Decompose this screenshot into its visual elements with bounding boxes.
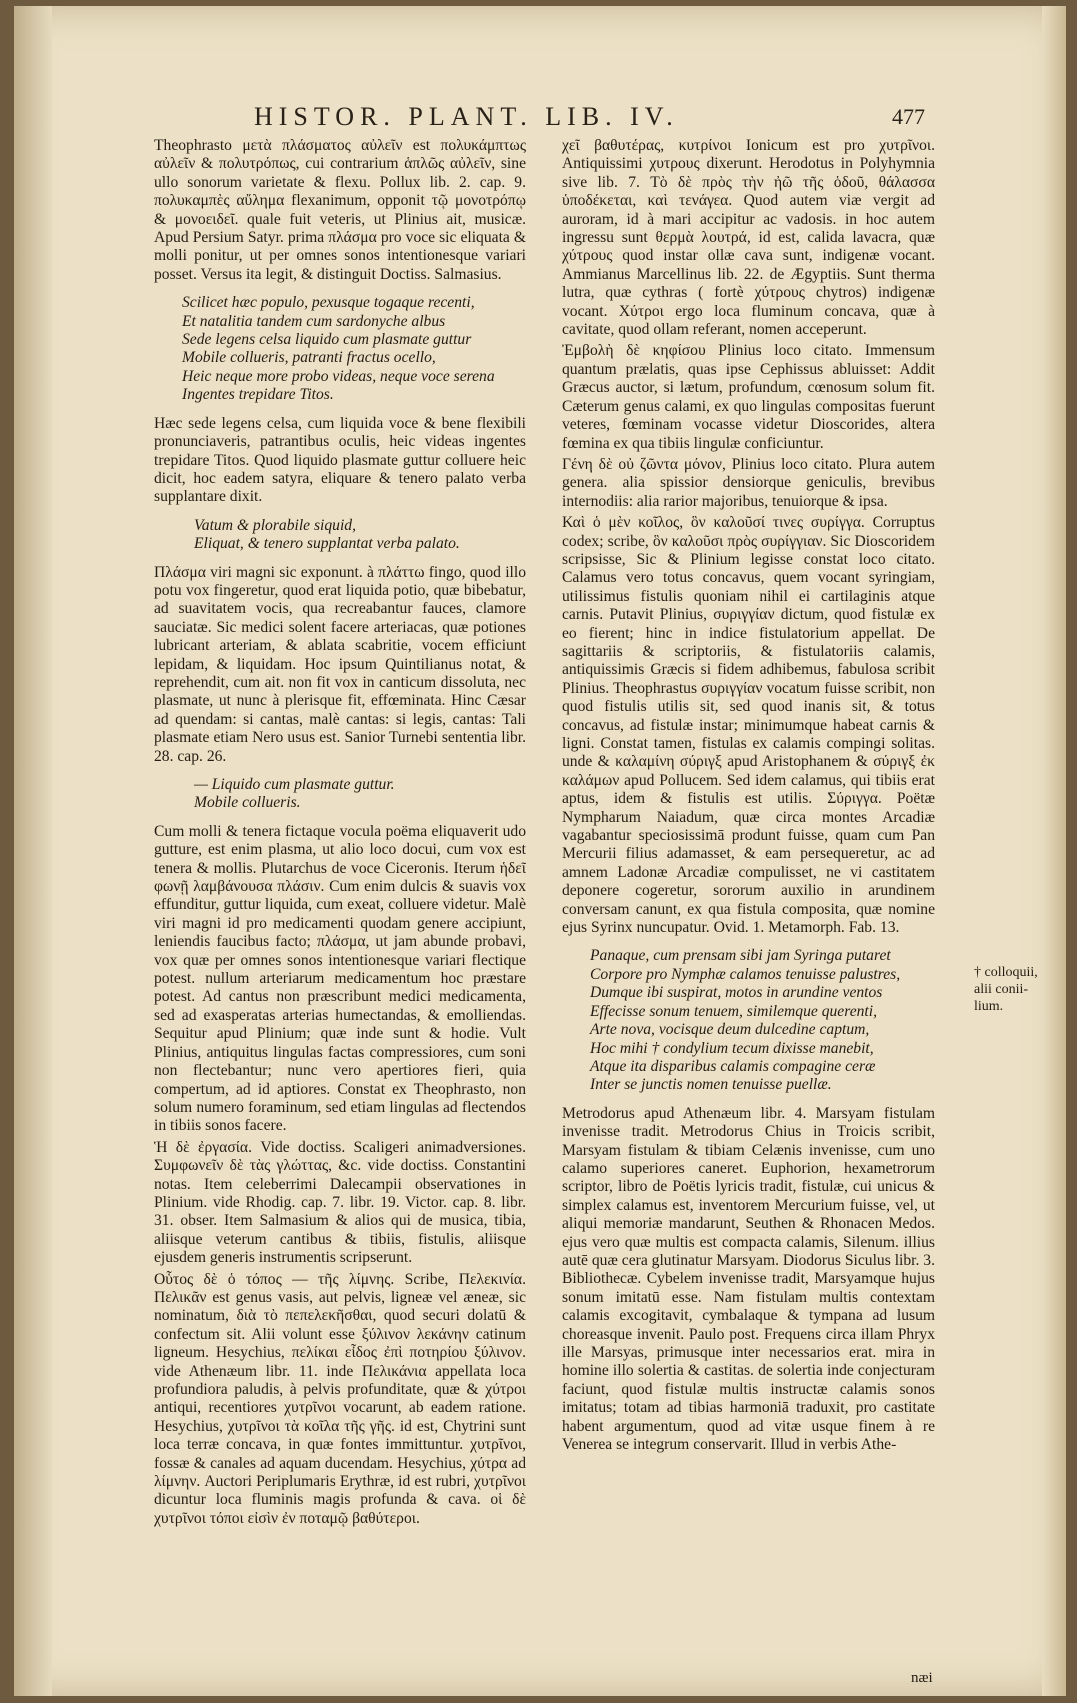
verse-line: Panaque, cum prensam sibi jam Syringa putaret (590, 947, 891, 965)
left-paragraph: Πλάσμα viri magni sic exponunt. à πλάττω fingo, quod illo potu vox fingeretur, quod erat liquida potio, quæ bibebatur, ad suavitatem vocis, qua recreabantur fauces, clamore sauciatæ. Sic medici solent facere arteriacas, quæ potiones lubricant arteriam, & ablata scabritie, vocem efficiunt lepidam, & liquidam. Hoc ipsum Quintilianus notat, & reprehendit, cum ait. non fit vox in canticum dissoluta, nec plasmate, ut nunc à plerisque fit, effœminata. Hinc Cæsar ad quendam: si cantas, malè cantas: si legis, cantas: Tali plasmate etiam Nero usus est. Sanior Turnebi sententia libr. 28. cap. 26. (154, 563, 526, 765)
verse-line: Arte nova, vocisque deum dulcedine captum, (590, 1021, 870, 1039)
verse-block (182, 294, 526, 404)
right-paragraph: χεῖ βαθυτέρας, κυτρίνοι Ionicum est pro χυτρῖνοι. Antiquissimi χυτρους dixerunt. Herodotus in Polyhymnia sive lib. 7. Τὸ δὲ πρὸς τὴν ἠῶ τῆς ὁδοῦ, θάλασσα ὑποδέκεται, καὶ τενάγεα. Quod autem viæ vergit ad auroram, id à mari accipitur ac vadosis. in hoc autem ingressu sunt θερμὰ λουτρά, id est, calida lavacra, quæ χύτρους quod instar ollæ cava sunt, indigenæ vocant. Ammianus Marcellinus lib. 22. de Ægyptiis. Sunt therma lutra, quæ cythras ( fortè χύτρους chytros) indigenæ vocant. Χύτροι ergo loca fluminum concava, quæ à cavitate, quod ollam referant, nomen acceperunt. (562, 137, 935, 339)
left-paragraph: Cum molli & tenera fictaque vocula poëma eliquaverit udo gutture, est enim plasma, ut alio loco docui, cum vox est tenera & mollis. Plutarchus de voce Ciceronis. Iterum ἡδεῖ φωνῇ λαμβάνουσα πλάσιν. Cum enim dulcis & suavis vox effunditur, guttur liquida, cum exeat, colluere videtur. Malè viri magni id pro medicamenti quodam genere accipiunt, leniendis faucibus facto; πλάσμα, ut jam abunde probavi, vox quæ per omnes sonos intentionesque variari flectique potest. nullum arteriarum medicamentum hoc præstare potest. Ad cantus non præscribunt medici medicamenta, sed ad exasperatas arterias humectandas, & emolliendas. Sequitur apud Plinium; quæ inde sunt & hodie. Vult Plinius, antiquitus lingulas factas compressiores, cum soni non flectebantur; nunc vero apertiores fieri, quia compertum, ad id aptiores. Constat ex Theophrasto, non solum numero foraminum, sed etiam lingulas ad flectendos in tibiis sonos facere. (154, 822, 526, 1135)
verse-line: Sede legens celsa liquido cum plasmate guttur (182, 331, 472, 349)
left-paragraph: Ἡ δὲ ἐργασία. Vide doctiss. Scaligeri animadversiones. Συμφωνεῖν δὲ τὰς γλώττας, &c. vide doctiss. Constantini notas. Item celeberrimi Dalecampii observationes in Plinium. vide Rhodig. cap. 7. libr. 19. Victor. cap. 8. libr. 31. obser. Item Salmasium & alios qui de musica, tibia, aliisque veterum cantibus & tibiis, fistulis, aliisque ejusdem generis instrumentis scripserunt. (154, 1138, 526, 1267)
verse-line: Inter se junctis nomen tenuisse puellæ. (590, 1076, 832, 1094)
left-paragraph: Οὗτος δὲ ὁ τόπος — τῆς λίμνης. Scribe, Πελεκινία. Πελικᾶν est genus vasis, aut pelvis, ligneæ vel æneæ, sic nominatum, διὰ τὸ πεπελεκῆσθαι, quod securi dolatū & confectum sit. Alii volunt esse ξύλινον λεκάνην catinum ligneum. Hesychius, πελίκαι εἶδος ἐπὶ ποτηρίου ξύλινον. vide Athenæum libr. 11. inde Πελικάνια appellata loca profundiora paludis, à pelvis profunditate, quæ & χύτροι antiqui, recentiores χυτρῖνοι vocarunt, ab eadem ratione. Hesychius, χυτρῖνοι τὰ κοῖλα τῆς γῆς. id est, Chytrini sunt loca terræ concava, in quæ fontes immittuntur. χυτρῖνοι, fossæ & canales ad aquam ducendam. Hesychius, χύτρα ad λίμνην. Auctori Periplumaris Erythræ, id est rubri, χυτρῖνοι dicuntur loca fluminis magis profunda & cava. οἱ δὲ χυτρῖνοι τόποι εἰσὶν ἐν ποταμῷ βαθύτεροι. (154, 1270, 526, 1527)
verse-line: Ingentes trepidare Titos. (182, 386, 334, 404)
right-paragraph: Metrodorus apud Athenæum libr. 4. Marsyam fistulam invenisse tradit. Metrodorus Chius in Troicis scribit, Marsyam fistulam & tibiam Celænis invenisse, cum uno calamo superiores caneret. Euphorion, hexametrorum scriptor, libro de Poëtis lyricis tradit, fistulæ, cui unicus & simplex calamus est, inventorem Mercurium fuisse, vel, ut aliqui memoriæ mandarunt, Seuthen & Rhonacen Medos. ejus vero quæ multis est compacta calamis, Silenum. illius autē quæ cera glutinatur Marsyam. Diodorus Siculus libr. 3. Bibliothecæ. Cybelem invenisse tradit, Marsyamque hujus sonum imitatū esse. Nam fistulam multis contextam calamis excogitavit, cymbalaque & tympana ad lusum choreasque invenit. Paulo post. Frequens circa illam Phryx ille Marsyas, primusque inter necessarios erat. mira in homine illo solertia & castitas. de solertia inde conjecturam faciunt, quod fistulæ multis instructæ calamis sonos imitatus; totam ad tibias harmoniā traduxit, pro castitate habent argumentum, quod ad vitæ usque finem à re Venerea se integrum conservarit. Illud in verbis Athe- (562, 1104, 935, 1454)
verse-line: Dumque ibi suspirat, motos in arundine ventos (590, 984, 883, 1002)
margin-note: † colloquii, alii conii- lium. (974, 965, 1038, 1014)
running-header: HISTOR. PLANT. LIB. IV. (254, 102, 679, 131)
catchword: næi (911, 1670, 933, 1686)
verse-line: Heic neque more probo videas, neque voce serena (182, 367, 495, 385)
right-paragraph: Καὶ ὁ μὲν κοῖλος, ὃν καλοῦσί τινες συρίγγα. Corruptus codex; scribe, ὃν καλοῦσι πρὸς συρίγγιαν. Sic Dioscoridem scripsisse, Sic & Plinium legisse constat loco citato. Calamus vero totus concavus, quem vocant syringiam, utilissimus fistulis quoniam nihil ei cartilaginis atque carnis. Putavit Plinius, συριγγίαν dictum, quod fistulæ ex eo fierent; hinc in indice fistulatorium appellat. De sagittariis & scriptoriis, & fistulatoriis calamis, antiquissimis Græcis si fidem adhibemus, fabulosa scribit Plinius. Theophrastus συριγγίαν vocatum fuisse scribit, non quod fistulis utilis sit, sed quod inanis sit, & totus concavus, ad fistulæ instar; minimumque habeat carnis & ligni. Constat tamen, fistulas ex calamis compingi solitas. unde & καλαμίνη σύριγξ apud Aristophanem & σύριγξ ἐκ καλάμων apud Pollucem. Sed idem calamus, qui tibiis erat aptus, idem & fistulis est utilis. Σύριγγα. Poëtæ Nympharum Naiadum, quæ circa montes Arcadiæ vagabantur speciosissimā produnt fuisse, quam cum Pan Mercurii filius adamasset, & eam persequeretur, ac ad amnem Ladonæ Arcadiæ compulisset, ne vi castitatem deponere cogeretur, sororum auxilio in arundinem conversam canunt, ex qua fistula composita, quæ nomine ejus Syrinx nuncupatur. Ovid. 1. Metamorph. Fab. 13. (562, 514, 935, 937)
verse-block (194, 776, 526, 813)
binding-gutter (14, 6, 52, 1696)
page-number: 477 (892, 104, 925, 129)
verse-line: Scilicet hæc populo, pexusque togaque recenti, (182, 294, 475, 312)
left-column (154, 137, 526, 1657)
verse-line: Atque ita disparibus calamis compagine ceræ (590, 1057, 876, 1075)
verse-line: Mobile collueris, patranti fractus ocello, (182, 349, 436, 367)
left-paragraph: Hæc sede legens celsa, cum liquida voce & bene flexibili pronunciaveris, patrantibus oculis, heic videas ingentes trepidare Titos. Quod liquido plasmate guttur colluere heic dicit, hoc eadem satyra, eliquare & tenero palato verba supplantare dixit. (154, 414, 526, 506)
verse-line: Eliquat, & tenero supplantat verba palato. (194, 535, 460, 553)
verse-block (590, 947, 935, 1094)
right-paragraph: Ἐμβολὴ δὲ κηφίσου Plinius loco citato. Immensum quantum prælatis, quas ipse Cephissus abluisset: Addit Græcus auctor, si lætum, profundum, cœnosum solum fit. Cæterum genus calami, ex quo lingulas compositas fuerunt veteres, fœminam vocasse videtur Dioscorides, altera fœmina ex qua tibiis lingulæ conficiuntur. (562, 342, 935, 452)
verse-block (194, 517, 526, 554)
verse-line: Et natalitia tandem cum sardonyche albus (182, 312, 446, 330)
right-column (562, 137, 935, 1677)
verse-line: Effecisse sonum tenuem, similemque querenti, (590, 1002, 877, 1020)
verse-line: Hoc mihi † condylium tecum dixisse manebit, (590, 1039, 874, 1057)
book-page (14, 6, 1066, 1696)
left-paragraph: Theophrasto μετὰ πλάσματος αὐλεῖν est πολυκάμπτως αὐλεῖν & πολυτρόπως, cui contrarium ἁπλῶς αὐλεῖν, sine ullo sonorum varietate & flexu. Pollux lib. 2. cap. 9. πολυκαμπὲς αὔλημα flexanimum, opponit τῷ μονοτρόπῳ & μονοειδεῖ. quale fuit veteris, ut Plinius ait, musicæ. Apud Persium Satyr. prima πλάσμα pro voce sic eliquata & molli ponitur, ut per omnes sonos intentionesque variari posset. Versus ita legit, & distinguit Doctiss. Salmasius. (154, 137, 526, 283)
verse-line: — Liquido cum plasmate guttur. (194, 776, 395, 793)
verse-line: Mobile collueris. (194, 794, 301, 812)
verse-line: Corpore pro Nymphæ calamos tenuisse palustres, (590, 965, 901, 983)
verse-line: Vatum & plorabile siquid, (194, 516, 357, 534)
page-edge (1042, 6, 1066, 1696)
right-paragraph: Γένη δὲ οὐ ζῶντα μόνον, Plinius loco citato. Plura autem genera. alia spissior densiorque geniculis, brevibus internodiis: alia rarior majoribus, tenuiorque & ipsa. (562, 455, 935, 510)
